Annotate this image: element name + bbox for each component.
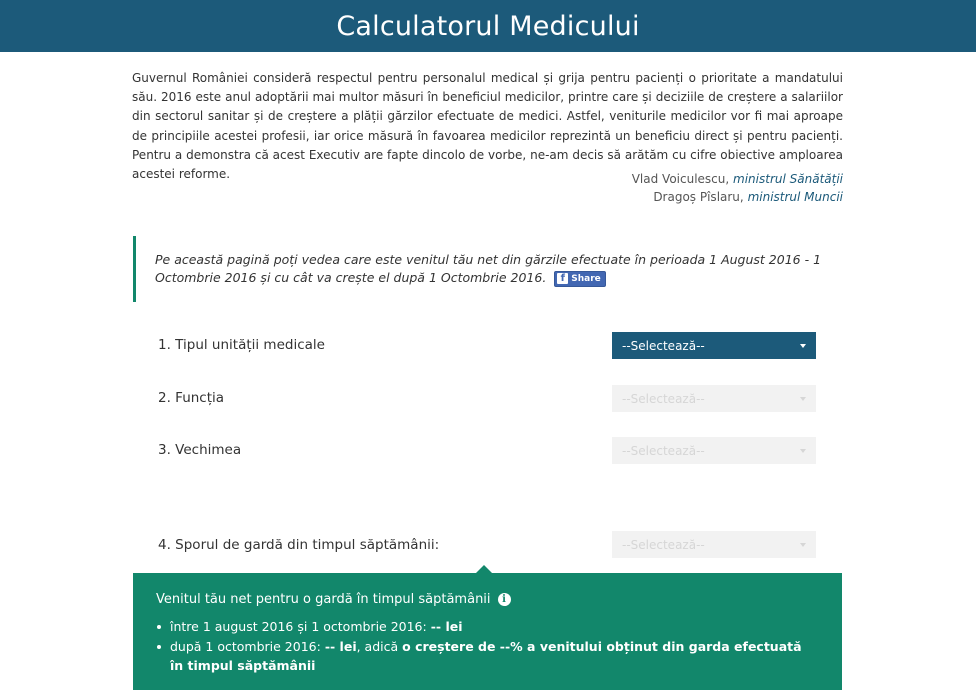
result-value: -- lei [324, 639, 357, 654]
signature-name: Vlad Voiculescu, [631, 172, 730, 186]
info-icon[interactable]: i [498, 593, 511, 606]
signature-role: ministrul Muncii [747, 190, 843, 204]
facebook-icon: f [557, 273, 568, 284]
page-header [0, 0, 976, 52]
field-label-weekday-bonus: 4. Sporul de gardă din timpul săptămânii: [158, 537, 440, 553]
result-item-before [156, 617, 818, 636]
field-label-seniority: 3. Vechimea [158, 442, 242, 458]
signatures [632, 170, 843, 206]
result-item-after [156, 637, 818, 675]
intro-paragraph: Guvernul României consideră respectul pentru personalul medical și grija pentru pacienți o prioritate a mandatului său. 2016 este anul adoptării mai multor măsuri în beneficiul medicilor, printre care și deciziile de creștere a salariilor din sectorul sanitar și de creștere a plății gărzilor efectuate de medici. Astfel, veniturile medicilor vor fi mai aproape de principiile acestei profesii, iar orice măsură în favoarea medicilor reprezintă un beneficiu direct și pentru pacienți. Pentru a demonstra că acest Executiv are fapte dincolo de vorbe, ne-am decis să arătăm cu cifre obiective amploarea acestei reforme. [132, 71, 843, 182]
result-title [156, 592, 818, 607]
signature-1 [632, 170, 843, 188]
result-period-label: după 1 octombrie 2016: [170, 639, 321, 654]
info-quote [133, 236, 833, 302]
page-title: Calculatorul Medicului [336, 10, 640, 42]
weekday-bonus-select[interactable] [612, 531, 816, 558]
result-notch [476, 565, 492, 573]
function-select[interactable] [612, 385, 816, 412]
facebook-share-button[interactable] [554, 271, 606, 287]
chevron-down-icon [800, 344, 806, 348]
seniority-select[interactable] [612, 437, 816, 464]
signature-2 [632, 188, 843, 206]
chevron-down-icon [800, 397, 806, 401]
signature-name: Dragoș Pîslaru, [653, 190, 744, 204]
result-value: -- lei [430, 619, 463, 634]
result-list [156, 617, 818, 675]
select-value: --Selectează-- [622, 537, 705, 552]
select-value: --Selectează-- [622, 391, 705, 406]
result-panel [133, 573, 842, 690]
result-period-label: între 1 august 2016 și 1 octombrie 2016: [170, 619, 427, 634]
field-label-function: 2. Funcția [158, 390, 225, 406]
field-label-unit-type: 1. Tipul unității medicale [158, 337, 325, 353]
chevron-down-icon [800, 449, 806, 453]
quote-text: Pe această pagină poți vedea care este venitul tău net din gărzile efectuate în perioada 1 August 2016 - 1 Octombrie 2016 și cu cât va crește el după 1 Octombrie 2016. [155, 252, 822, 285]
chevron-down-icon [800, 543, 806, 547]
select-value: --Selectează-- [622, 443, 705, 458]
select-value: --Selectează-- [622, 338, 705, 353]
result-increase: o creștere de --% a venitului obținut din garda efectuată în timpul săptămânii [170, 639, 802, 673]
share-label: Share [571, 273, 601, 284]
result-title-text: Venitul tău net pentru o gardă în timpul săptămânii [156, 592, 491, 607]
unit-type-select[interactable] [612, 332, 816, 359]
signature-role: ministrul Sănătății [733, 172, 843, 186]
result-connector: , adică [356, 639, 399, 654]
